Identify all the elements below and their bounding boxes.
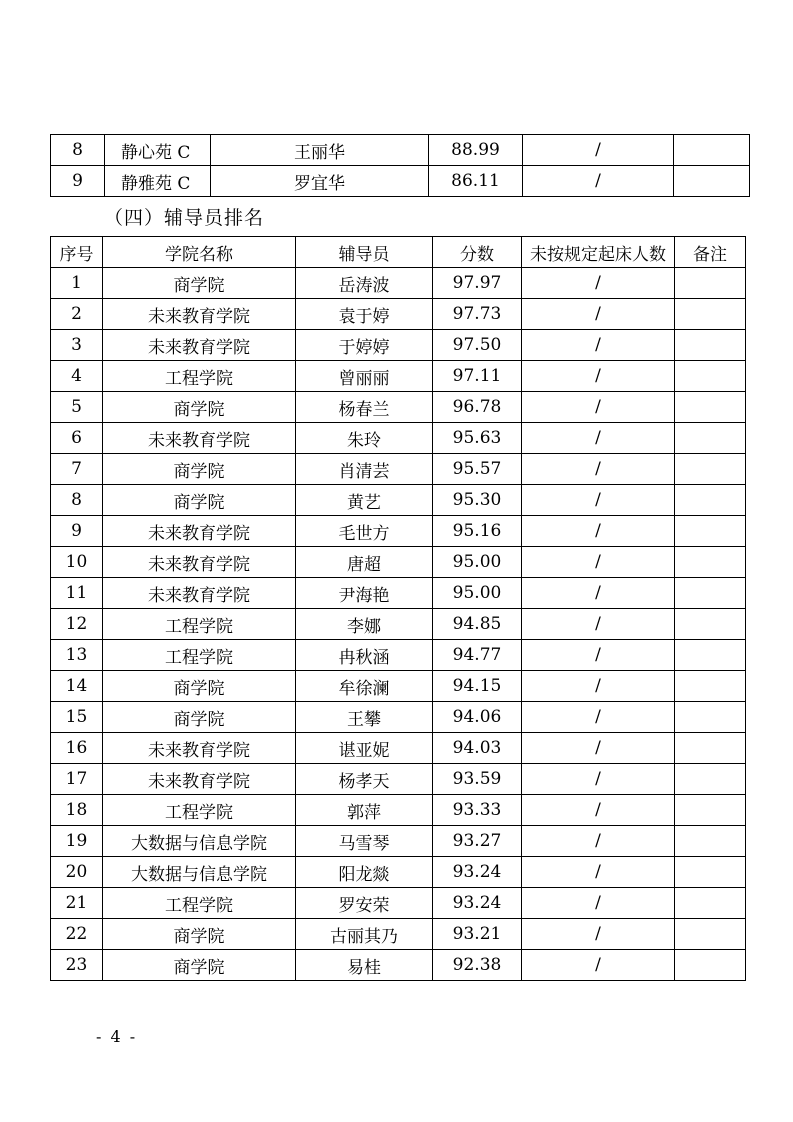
cell-count: / (522, 454, 675, 485)
cell-college: 工程学院 (103, 795, 296, 826)
cell-no: 17 (51, 764, 103, 795)
cell-college: 大数据与信息学院 (103, 857, 296, 888)
cell-count: / (522, 764, 675, 795)
cell-no: 11 (51, 578, 103, 609)
table-row (51, 516, 746, 547)
cell-no: 2 (51, 299, 103, 330)
cell-score: 95.00 (433, 578, 522, 609)
cell-counselor: 易桂 (296, 950, 433, 981)
cell-counselor: 马雪琴 (296, 826, 433, 857)
table-row (51, 795, 746, 826)
cell-college: 未来教育学院 (103, 733, 296, 764)
header-counselor: 辅导员 (296, 237, 433, 268)
table-row (51, 826, 746, 857)
cell-counselor: 毛世方 (296, 516, 433, 547)
header-no: 序号 (51, 237, 103, 268)
cell-score: 95.57 (433, 454, 522, 485)
cell-score: 93.33 (433, 795, 522, 826)
cell-score: 94.03 (433, 733, 522, 764)
cell-count: / (522, 516, 675, 547)
cell-counselor: 尹海艳 (296, 578, 433, 609)
cell-note (675, 888, 746, 919)
cell-count: / (522, 857, 675, 888)
cell-count: / (522, 888, 675, 919)
cell-count: / (522, 361, 675, 392)
cell-college: 商学院 (103, 919, 296, 950)
cell-counselor: 李娜 (296, 609, 433, 640)
cell-no: 8 (51, 135, 105, 166)
cell-counselor: 罗安荣 (296, 888, 433, 919)
cell-note (675, 361, 746, 392)
cell-note (675, 826, 746, 857)
cell-college: 未来教育学院 (103, 330, 296, 361)
cell-college: 未来教育学院 (103, 423, 296, 454)
cell-counselor: 唐超 (296, 547, 433, 578)
cell-college: 工程学院 (103, 640, 296, 671)
cell-no: 14 (51, 671, 103, 702)
cell-no: 15 (51, 702, 103, 733)
cell-count: / (522, 268, 675, 299)
cell-counselor: 杨孝天 (296, 764, 433, 795)
cell-no: 20 (51, 857, 103, 888)
cell-score: 94.77 (433, 640, 522, 671)
cell-counselor: 岳涛波 (296, 268, 433, 299)
table-row (51, 764, 746, 795)
cell-no: 3 (51, 330, 103, 361)
table-row (51, 361, 746, 392)
cell-college: 商学院 (103, 702, 296, 733)
table-row (51, 609, 746, 640)
cell-college: 商学院 (103, 454, 296, 485)
cell-counselor: 杨春兰 (296, 392, 433, 423)
cell-count: / (522, 950, 675, 981)
cell-note (675, 640, 746, 671)
cell-count: / (522, 671, 675, 702)
table-row (51, 547, 746, 578)
cell-note (675, 919, 746, 950)
cell-college: 未来教育学院 (103, 764, 296, 795)
header-note: 备注 (675, 237, 746, 268)
table-row (51, 640, 746, 671)
cell-note (675, 299, 746, 330)
section-heading: （四）辅导员排名 (104, 207, 265, 229)
cell-count: / (522, 578, 675, 609)
cell-score: 95.30 (433, 485, 522, 516)
cell-counselor: 牟徐澜 (296, 671, 433, 702)
table-row (51, 950, 746, 981)
table-row (51, 268, 746, 299)
cell-note (675, 795, 746, 826)
cell-note (675, 950, 746, 981)
cell-count: / (523, 135, 674, 166)
cell-count: / (522, 795, 675, 826)
table-row (51, 919, 746, 950)
table-row (51, 392, 746, 423)
table-row (51, 299, 746, 330)
cell-college: 商学院 (103, 671, 296, 702)
cell-no: 4 (51, 361, 103, 392)
cell-no: 5 (51, 392, 103, 423)
table-row (51, 671, 746, 702)
cell-no: 8 (51, 485, 103, 516)
cell-note (674, 166, 750, 197)
table-row (51, 330, 746, 361)
cell-college: 商学院 (103, 950, 296, 981)
cell-counselor: 谌亚妮 (296, 733, 433, 764)
cell-score: 97.97 (433, 268, 522, 299)
cell-note (675, 547, 746, 578)
table-row (51, 423, 746, 454)
cell-count: / (522, 330, 675, 361)
cell-score: 94.85 (433, 609, 522, 640)
cell-count: / (522, 423, 675, 454)
top-table-body (51, 135, 750, 197)
cell-counselor: 曾丽丽 (296, 361, 433, 392)
table-row (51, 135, 750, 166)
table-row (51, 733, 746, 764)
cell-score: 88.99 (429, 135, 523, 166)
cell-score: 93.27 (433, 826, 522, 857)
cell-counselor: 王攀 (296, 702, 433, 733)
cell-note (675, 485, 746, 516)
cell-score: 96.78 (433, 392, 522, 423)
cell-college: 商学院 (103, 392, 296, 423)
cell-score: 97.50 (433, 330, 522, 361)
cell-note (675, 857, 746, 888)
cell-score: 94.15 (433, 671, 522, 702)
cell-college: 工程学院 (103, 609, 296, 640)
cell-score: 97.11 (433, 361, 522, 392)
cell-no: 19 (51, 826, 103, 857)
cell-college: 未来教育学院 (103, 299, 296, 330)
cell-person: 王丽华 (211, 135, 429, 166)
page-number: - 4 - (96, 1027, 138, 1046)
rank-table-body (51, 268, 746, 981)
cell-counselor: 于婷婷 (296, 330, 433, 361)
cell-counselor: 冉秋涵 (296, 640, 433, 671)
cell-counselor: 阳龙燚 (296, 857, 433, 888)
cell-name: 静雅苑 C (105, 166, 211, 197)
cell-college: 未来教育学院 (103, 578, 296, 609)
cell-count: / (522, 392, 675, 423)
cell-score: 93.59 (433, 764, 522, 795)
cell-count: / (522, 299, 675, 330)
cell-no: 9 (51, 166, 105, 197)
counselor-ranking-table (50, 236, 746, 981)
cell-note (675, 268, 746, 299)
cell-score: 95.00 (433, 547, 522, 578)
cell-college: 商学院 (103, 485, 296, 516)
table-row (51, 857, 746, 888)
cell-counselor: 黄艺 (296, 485, 433, 516)
cell-count: / (522, 609, 675, 640)
cell-college: 商学院 (103, 268, 296, 299)
table-row (51, 166, 750, 197)
dormitory-ranking-table-continued (50, 134, 750, 197)
cell-note (675, 764, 746, 795)
cell-score: 94.06 (433, 702, 522, 733)
cell-count: / (523, 166, 674, 197)
cell-no: 18 (51, 795, 103, 826)
cell-note (675, 671, 746, 702)
cell-no: 13 (51, 640, 103, 671)
table-row (51, 454, 746, 485)
cell-no: 21 (51, 888, 103, 919)
cell-note (675, 330, 746, 361)
cell-no: 23 (51, 950, 103, 981)
header-college: 学院名称 (103, 237, 296, 268)
cell-counselor: 袁于婷 (296, 299, 433, 330)
cell-score: 93.21 (433, 919, 522, 950)
cell-count: / (522, 919, 675, 950)
cell-count: / (522, 547, 675, 578)
cell-note (675, 516, 746, 547)
cell-college: 工程学院 (103, 888, 296, 919)
cell-note (675, 733, 746, 764)
cell-score: 93.24 (433, 888, 522, 919)
cell-count: / (522, 640, 675, 671)
cell-score: 86.11 (429, 166, 523, 197)
cell-person: 罗宜华 (211, 166, 429, 197)
cell-college: 工程学院 (103, 361, 296, 392)
cell-no: 12 (51, 609, 103, 640)
cell-count: / (522, 826, 675, 857)
cell-score: 95.63 (433, 423, 522, 454)
cell-note (675, 702, 746, 733)
cell-counselor: 古丽其乃 (296, 919, 433, 950)
table-row (51, 485, 746, 516)
cell-note (675, 392, 746, 423)
cell-no: 7 (51, 454, 103, 485)
cell-no: 22 (51, 919, 103, 950)
cell-no: 9 (51, 516, 103, 547)
cell-count: / (522, 485, 675, 516)
table-row (51, 578, 746, 609)
cell-no: 6 (51, 423, 103, 454)
cell-no: 10 (51, 547, 103, 578)
cell-note (675, 578, 746, 609)
cell-note (675, 609, 746, 640)
header-score: 分数 (433, 237, 522, 268)
cell-note (675, 423, 746, 454)
cell-counselor: 肖清芸 (296, 454, 433, 485)
cell-counselor: 朱玲 (296, 423, 433, 454)
cell-college: 未来教育学院 (103, 547, 296, 578)
cell-note (674, 135, 750, 166)
cell-score: 93.24 (433, 857, 522, 888)
table-row (51, 702, 746, 733)
cell-count: / (522, 702, 675, 733)
cell-score: 97.73 (433, 299, 522, 330)
cell-count: / (522, 733, 675, 764)
cell-score: 95.16 (433, 516, 522, 547)
cell-no: 16 (51, 733, 103, 764)
cell-note (675, 454, 746, 485)
header-row (51, 237, 746, 268)
cell-no: 1 (51, 268, 103, 299)
header-count: 未按规定起床人数 (522, 237, 675, 268)
cell-college: 大数据与信息学院 (103, 826, 296, 857)
cell-name: 静心苑 C (105, 135, 211, 166)
cell-counselor: 郭萍 (296, 795, 433, 826)
cell-score: 92.38 (433, 950, 522, 981)
cell-college: 未来教育学院 (103, 516, 296, 547)
table-row (51, 888, 746, 919)
